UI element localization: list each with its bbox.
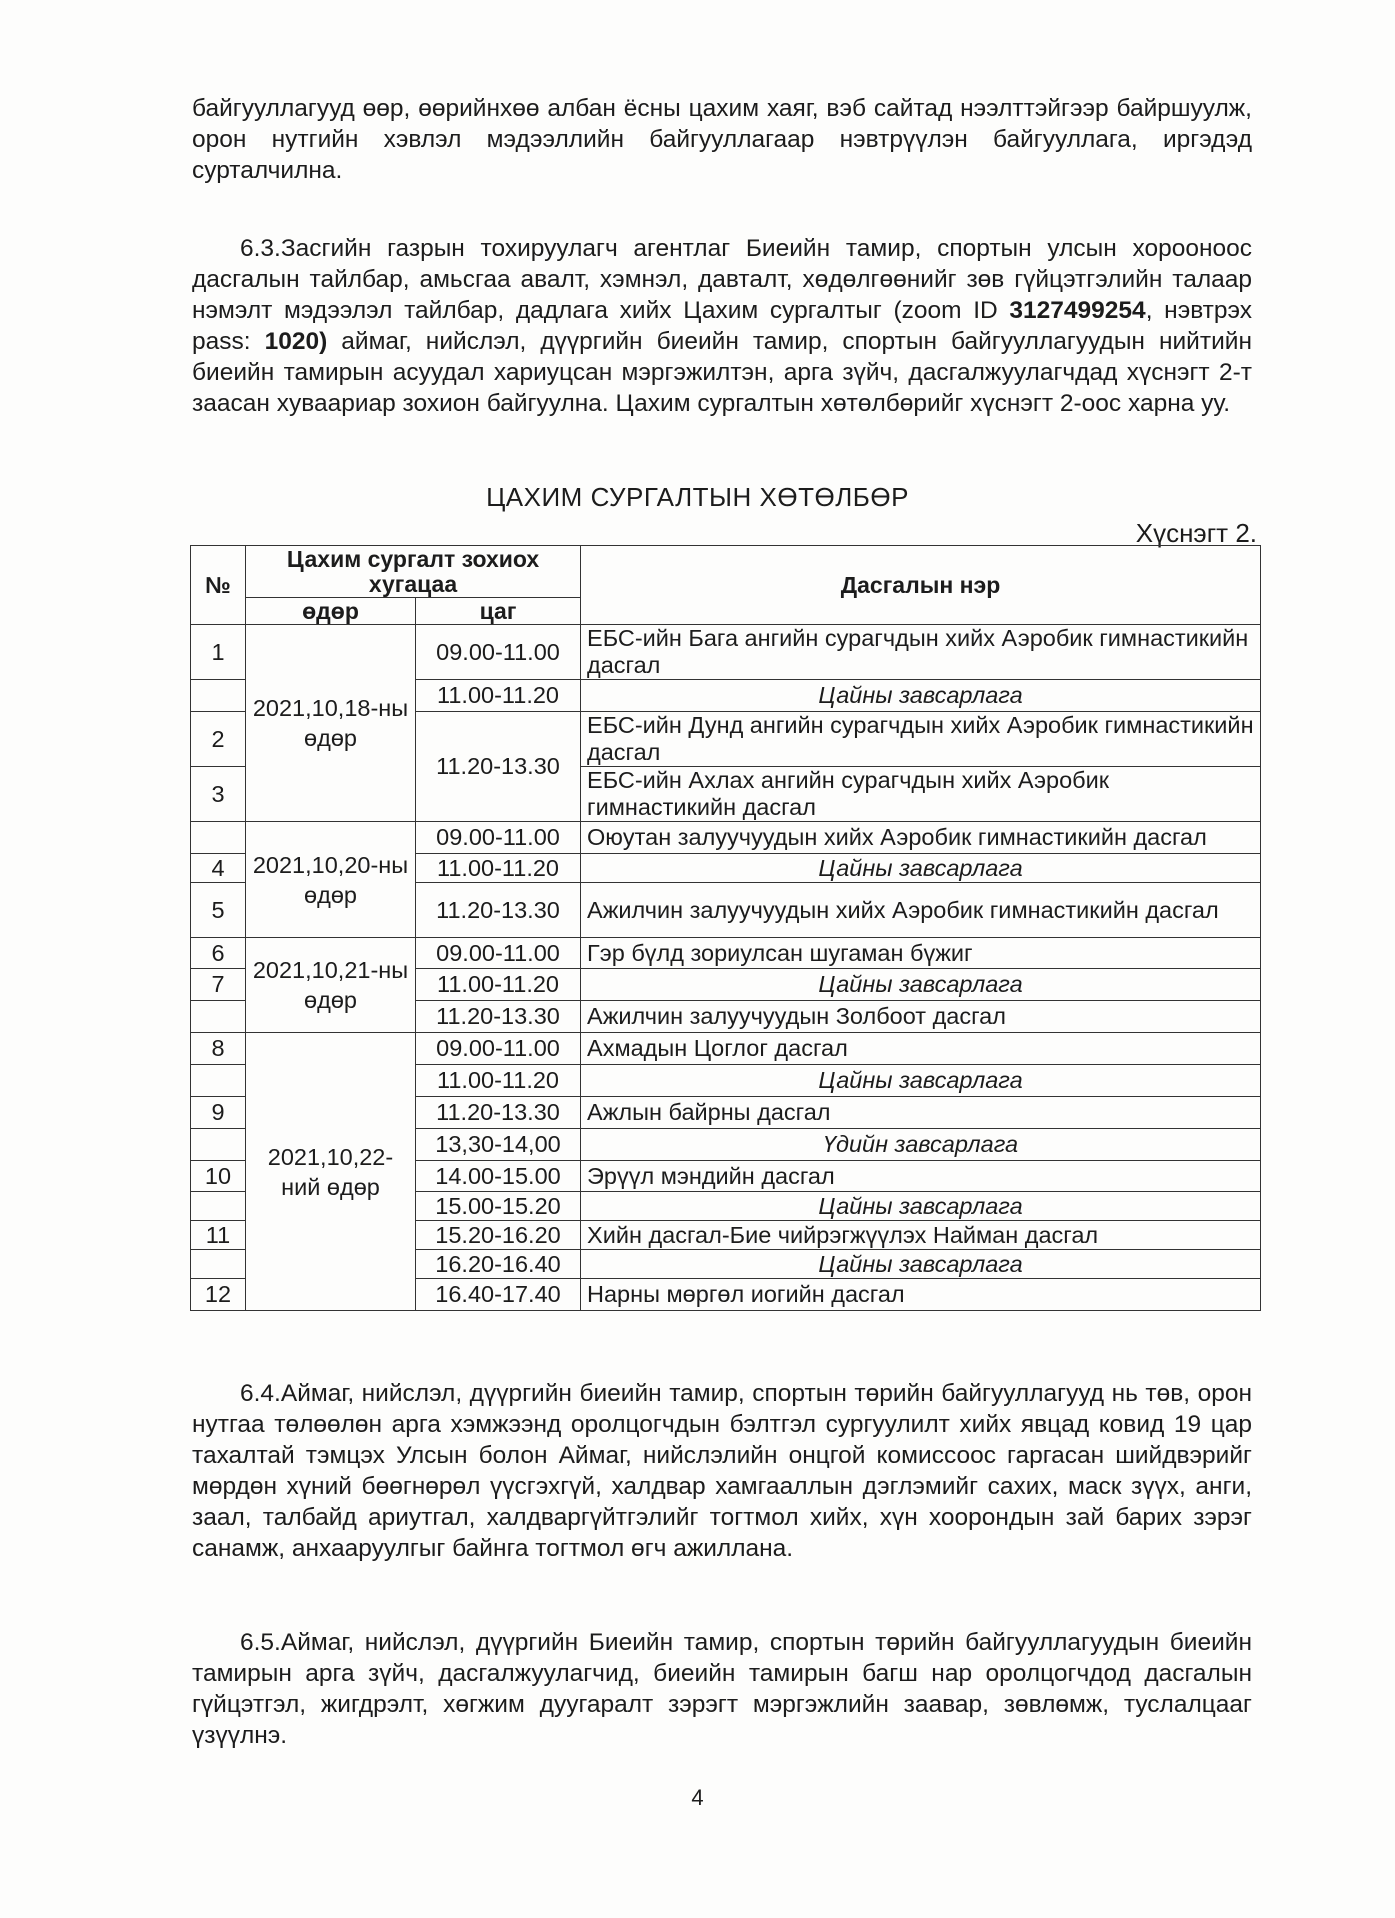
row-number: 11 [191,1221,246,1250]
break-cell: Цайны завсарлага [581,1250,1261,1279]
row-number [191,1129,246,1161]
time-cell: 11.00-11.20 [416,680,581,712]
time-cell: 11.20-13.30 [416,883,581,938]
paragraph-6-3-text-b: , нэвтрэх pass: [192,297,1252,355]
exercise-cell: ЕБС-ийн Ахлах ангийн сурагчдын хийх Аэробик гимнастикийн дасгал [581,767,1261,822]
header-time: цаг [416,598,581,625]
row-number: 3 [191,767,246,822]
row-number: 1 [191,625,246,680]
row-number: 7 [191,969,246,1001]
exercise-cell: Ажилчин залуучуудын хийх Аэробик гимнастикийн дасгал [581,883,1261,938]
time-cell: 09.00-11.00 [416,938,581,969]
table-title: ЦАХИМ СУРГАЛТЫН ХӨТӨЛБӨР [486,482,909,512]
row-number: 4 [191,854,246,883]
paragraph-6-3-text-c: аймаг, нийслэл, дүүргийн биеийн тамир, спортын байгууллагуудын нийтийн биеийн тамирын асуудал хариуцсан мэргэжилтэн, арга зүйч, дасгалжуулагчдад хүснэгт 2-т заасан хуваариар зохион байгуулна. Цахим сургалтын хөтөлбөрийг хүснэгт 2-оос харна уу. [192,328,1252,417]
day-cell: 2021,10,22-ний өдөр [246,1033,416,1311]
table-row [191,1033,1261,1065]
time-cell: 14.00-15.00 [416,1161,581,1192]
paragraph-6-5-text: Аймаг, нийслэл, дүүргийн Биеийн тамир, спортын төрийн байгууллагуудын биеийн тамирын арга зүйч, дасгалжуулагчид, биеийн тамирын багш нар оролцогчдод дасгалын гүйцэтгэл, жигдрэлт, хөгжим дуугаралт зэрэгт мэргэжлийн заавар, зөвлөмж, туслалцааг үзүүлнэ. [192,1629,1252,1749]
paragraph-6-4-text: Аймаг, нийслэл, дүүргийн биеийн тамир, спортын төрийн байгууллагууд нь төв, орон нутгаа төлөөлөн арга хэмжээнд оролцогчдын бэлтгэл сургуулилт хийх явцад ковид 19 цар тахалтай тэмцэх Улсын болон Аймаг, нийслэлийн онцгой комиссоос гаргасан шийдвэрийг мөрдөн хүний бөөгнөрөл үүсгэхгүй, халдвар хамгааллын дэглэмийг сахих, маск зүүх, анги, заал, талбайд ариутгал, халдваргүйтгэлийг тогтмол хийх, хүн хоорондын зай барих зэрэг санамж, анхааруулгыг байнга тогтмол өгч ажиллана. [192,1380,1252,1562]
exercise-cell: Эрүүл мэндийн дасгал [581,1161,1261,1192]
table-header-row [191,546,1261,598]
exercise-cell: Ажлын байрны дасгал [581,1097,1261,1129]
break-cell: Цайны завсарлага [581,854,1261,883]
row-number: 6 [191,938,246,969]
time-cell: 11.20-13.30 [416,712,581,822]
table-row [191,938,1261,969]
day-cell: 2021,10,21-ны өдөр [246,938,416,1033]
time-cell: 09.00-11.00 [416,1033,581,1065]
row-number: 5 [191,883,246,938]
row-number [191,822,246,854]
row-number [191,1001,246,1033]
time-cell: 11.20-13.30 [416,1097,581,1129]
time-cell: 09.00-11.00 [416,625,581,680]
zoom-id: 3127499254 [1009,297,1146,324]
break-cell: Цайны завсарлага [581,1192,1261,1221]
time-cell: 13,30-14,00 [416,1129,581,1161]
row-number [191,680,246,712]
exercise-cell: Ахмадын Цоглог дасгал [581,1033,1261,1065]
header-number: № [191,546,246,625]
paragraph-6-5-number: 6.5. [240,1629,281,1656]
zoom-pass: 1020) [264,328,328,355]
table-row [191,625,1261,680]
header-period: Цахим сургалт зохиох хугацаа [246,546,581,598]
time-cell: 16.20-16.40 [416,1250,581,1279]
exercise-cell: Ажилчин залуучуудын Золбоот дасгал [581,1001,1261,1033]
row-number: 12 [191,1279,246,1311]
break-cell: Цайны завсарлага [581,680,1261,712]
break-cell: Үдийн завсарлага [581,1129,1261,1161]
header-exercise-name: Дасгалын нэр [581,546,1261,625]
time-cell: 09.00-11.00 [416,822,581,854]
exercise-cell: Гэр бүлд зориулсан шугаман бүжиг [581,938,1261,969]
paragraph-6-5 [192,1627,1252,1751]
paragraph-6-3-text-a: Засгийн газрын тохируулагч агентлаг Биеийн тамир, спортын улсын хорооноос дасгалын тайлбар, амьсгаа авалт, хэмнэл, давталт, хөдөлгөөнийг зөв гүйцэтгэлийн талаар нэмэлт мэдээлэл тайлбар, дадлага хийх Цахим сургалтыг (zoom ID [192,235,1252,324]
table-row [191,822,1261,854]
time-cell: 11.20-13.30 [416,1001,581,1033]
time-cell: 16.40-17.40 [416,1279,581,1311]
day-cell: 2021,10,18-ны өдөр [246,625,416,822]
time-cell: 11.00-11.20 [416,969,581,1001]
paragraph-6-4 [192,1378,1252,1564]
schedule-table [190,545,1261,1311]
exercise-cell: ЕБС-ийн Бага ангийн сурагчдын хийх Аэробик гимнастикийн дасгал [581,625,1261,680]
day-cell: 2021,10,20-ны өдөр [246,822,416,938]
time-cell: 15.20-16.20 [416,1221,581,1250]
paragraph-intro: байгууллагууд өөр, өөрийнхөө албан ёсны цахим хаяг, вэб сайтад нээлттэйгээр байршуулж, орон нутгийн хэвлэл мэдээллийн байгууллагаар нэвтрүүлэн байгууллага, иргэдэд сурталчилна. [192,95,1252,184]
row-number [191,1192,246,1221]
row-number: 9 [191,1097,246,1129]
exercise-cell: Хийн дасгал-Бие чийрэгжүүлэх Найман дасгал [581,1221,1261,1250]
exercise-cell: Оюутан залуучуудын хийх Аэробик гимнастикийн дасгал [581,822,1261,854]
header-day: өдөр [246,598,416,625]
row-number: 8 [191,1033,246,1065]
table-caption: Хүснэгт 2. [1135,518,1257,548]
time-cell: 11.00-11.20 [416,854,581,883]
paragraph-6-4-number: 6.4. [240,1380,281,1407]
row-number [191,1065,246,1097]
row-number: 2 [191,712,246,767]
break-cell: Цайны завсарлага [581,1065,1261,1097]
paragraph-6-3 [192,233,1252,419]
row-number: 10 [191,1161,246,1192]
break-cell: Цайны завсарлага [581,969,1261,1001]
row-number [191,1250,246,1279]
exercise-cell: Нарны мөргөл иогийн дасгал [581,1279,1261,1311]
time-cell: 15.00-15.20 [416,1192,581,1221]
time-cell: 11.00-11.20 [416,1065,581,1097]
page-number: 4 [691,1785,704,1810]
paragraph-6-3-number: 6.3. [240,235,281,262]
exercise-cell: ЕБС-ийн Дунд ангийн сурагчдын хийх Аэробик гимнастикийн дасгал [581,712,1261,767]
